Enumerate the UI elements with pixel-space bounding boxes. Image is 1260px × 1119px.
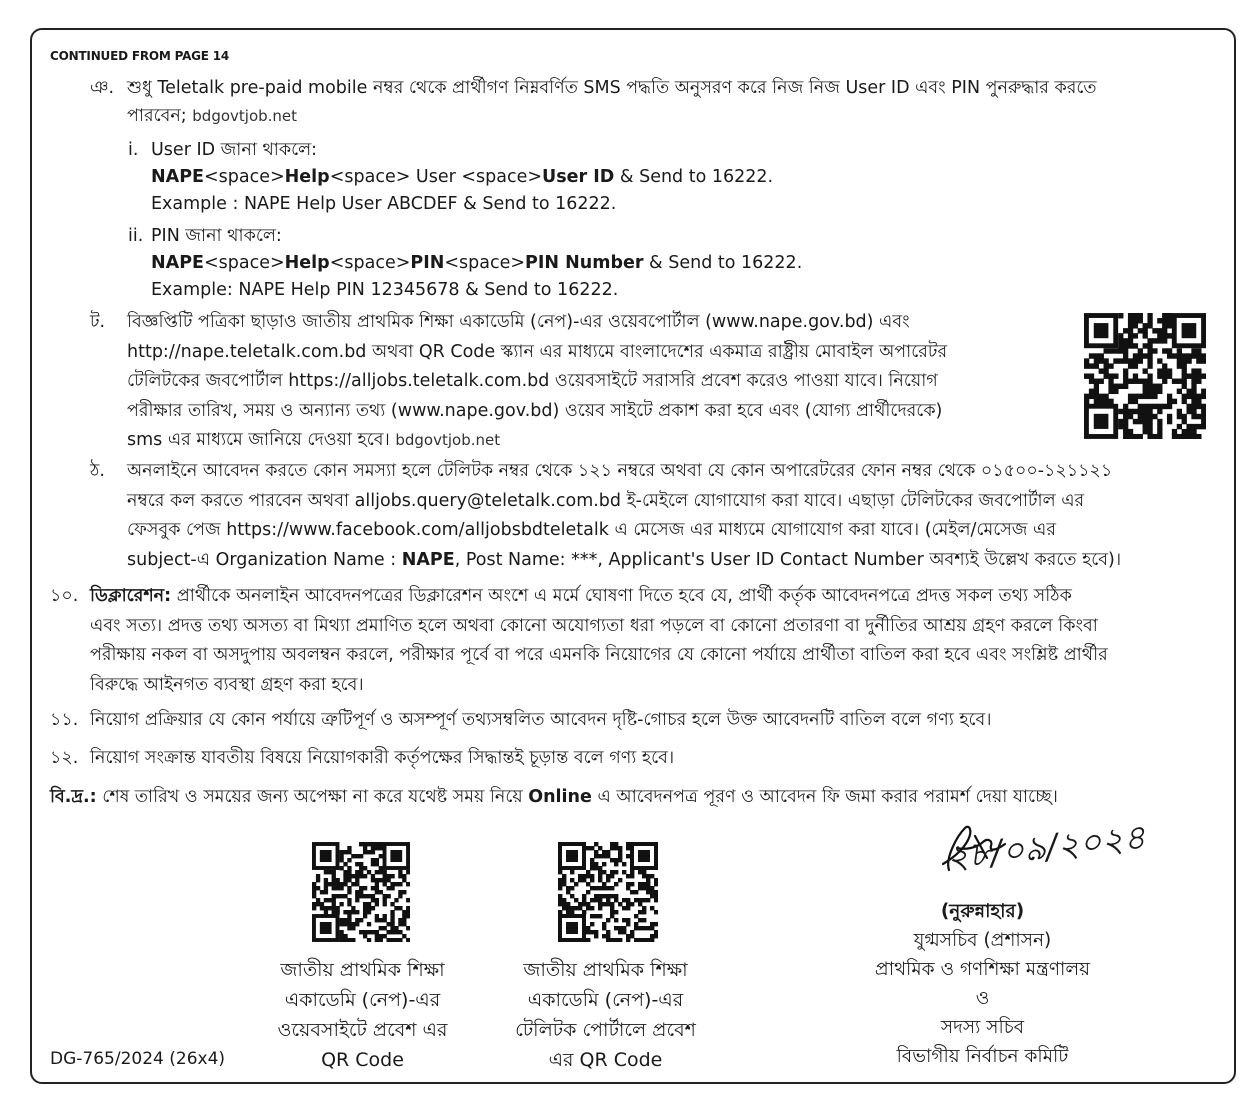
qr-code-teletalk[interactable] [558,842,658,942]
watermark-text: bdgovtjob.net [395,431,501,449]
qr-code-graphic [312,842,410,942]
continued-header: CONTINUED FROM PAGE 14 [50,49,230,63]
item-marker: ঠ. [90,461,105,481]
note-line: বি.দ্র.: শেষ তারিখ ও সময়ের জন্য অপেক্ষা না করে যথেষ্ট সময় নিয়ে Online এ আবেদনপত্র পূরণ ও আবেদন ফি জমা করার পরামর্শ দেয়া যাচ্ছে। [50,787,1058,807]
qr-code-website[interactable] [312,842,410,942]
pin-example: Example: NAPE Help PIN 12345678 & Send to 16222. [151,280,619,300]
qr-code-graphic [558,842,658,942]
sub-marker: i. [128,140,139,160]
userid-example: Example : NAPE Help User ABCDEF & Send to 16222. [151,194,617,214]
declaration-paragraph: ডিক্লারেশন: প্রার্থীকে অনলাইন আবেদনপত্রের ডিক্লারেশন অংশে এ মর্মে ঘোষণা দিতে হবে যে, প্রার্থী কর্তৃক আবেদনপত্রে প্রদত্ত সকল তথ্য সঠিক এবং সত্য। প্রদত্ত তথ্য অসত্য বা মিথ্যা প্রমাণিত হলে অথবা কোনো অযোগ্যতা ধরা পড়লে বা কোনো প্রতারণা বা দুর্নীতির আশ্রয় গ্রহণ করলে কিংবা পরীক্ষায় নকল বা অসদুপায় অবলম্বন করলে, পরীক্ষার পূর্বে বা পরে এমনকি নিয়োগের যে কোনো পর্যায়ে প্রার্থীতা বাতিল করা হবে এবং সংশ্লিষ্ট প্রার্থীর বিরুদ্ধে আইনগত ব্যবস্থা গ্রহণ করা হবে। [90,586,1108,695]
portal-paragraph: বিজ্ঞপ্তিটি পত্রিকা ছাড়াও জাতীয় প্রাথমিক শিক্ষা একাডেমি (নেপ)-এর ওয়েবপোর্টাল (www.nape.gov.bd) এবং http://nape.teletalk.com.bd অথবা QR Code স্ক্যান এর মাধ্যমে বাংলাদেশের একমাত্র রাষ্ট্রীয় মোবাইল অপারেটর টেলিটকের জবপোর্টাল https://alljobs.teletalk.com.bd ওয়েবসাইটে সরাসরি প্রবেশ করেও পাওয়া যাবে। নিয়োগ পরীক্ষার তারিখ, সময় ও অন্যান্য তথ্য (www.nape.gov.bd) ওয়েব সাইটে প্রকাশ করা হবে এবং (যোগ্য প্রার্থীদেরকে) sms এর মাধ্যমে জানিয়ে দেওয়া হবে। bdgovtjob.net [127,312,948,450]
item-marker: ১২. [50,748,79,768]
item-marker: ঞ. [90,78,115,98]
qr-code-portal[interactable] [1084,313,1206,439]
item-11-text: নিয়োগ প্রক্রিয়ার যে কোন পর্যায়ে ত্রুটিপূর্ণ ও অসম্পূর্ণ তথ্যসম্বলিত আবেদন দৃষ্টি-গোচর হলে উক্ত আবেদনটি বাতিল বলে গণ্য হবে। [90,710,992,730]
item-marker: ১১. [50,710,79,730]
pin-title: PIN জানা থাকলে: [151,226,282,246]
item-marker: ১০. [50,586,79,606]
sub-marker: ii. [128,226,144,246]
qr-teletalk-caption: জাতীয় প্রাথমিক শিক্ষা একাডেমি (নেপ)-এর টেলিটক পোর্টালে প্রবেশ এর QR Code [515,959,696,1071]
userid-sms-command: NAPE<space>Help<space> User <space>User ID & Send to 16222. [151,167,774,187]
sms-intro-line1: শুধু Teletalk pre-paid mobile নম্বর থেকে প্রার্থীগণ নিম্নবর্ণিত SMS পদ্ধতি অনুসরণ করে নিজ নিজ User ID এবং PIN পুনরুদ্ধার করতে [127,78,1097,98]
sms-intro-line2: পারবেন; bdgovtjob.net [127,106,298,126]
signature-date: ২৮/০৯/২০২৪ [944,817,1148,879]
qr-code-graphic [1084,313,1206,439]
pin-sms-command: NAPE<space>Help<space>PIN<space>PIN Number & Send to 16222. [151,253,803,273]
watermark-text: bdgovtjob.net [192,107,298,125]
footer-code: DG-765/2024 (26x4) [50,1049,226,1069]
item-12-text: নিয়োগ সংক্রান্ত যাবতীয় বিষয়ে নিয়োগকারী কর্তৃপক্ষের সিদ্ধান্তই চূড়ান্ত বলে গণ্য হবে। [90,748,675,768]
qr-website-caption: জাতীয় প্রাথমিক শিক্ষা একাডেমি (নেপ)-এর ওয়েবসাইটে প্রবেশ এর QR Code [277,959,448,1071]
userid-title: User ID জানা থাকলে: [151,140,318,160]
item-marker: ট. [90,312,106,332]
help-paragraph: অনলাইনে আবেদন করতে কোন সমস্যা হলে টেলিটক নম্বর থেকে ১২১ নম্বরে অথবা যে কোন অপারেটরের ফোন নম্বর থেকে ০১৫০০-১২১১২১ নম্বরে কল করতে পারবেন অথবা alljobs.query@teletalk.com.bd ই-মেইলে যোগাযোগ করা যাবে। এছাড়া টেলিটকের জবপোর্টাল এর ফেসবুক পেজ https://www.facebook.com/alljobsbdteletalk এ মেসেজ এর মাধ্যমে যোগাযোগ করা যাবে। (মেইল/মেসেজ এর subject-এ Organization Name : NAPE, Post Name: ***, Applicant's User ID Contact Number অবশ্যই উল্লেখ করতে হবে)। [127,461,1122,570]
signatory-block: (নুরুন্নাহার) যুগ্মসচিব (প্রশাসন) প্রাথমিক ও গণশিক্ষা মন্ত্রণালয় ও সদস্য সচিব বিভাগীয় নির্বাচন কমিটি [874,901,1091,1067]
